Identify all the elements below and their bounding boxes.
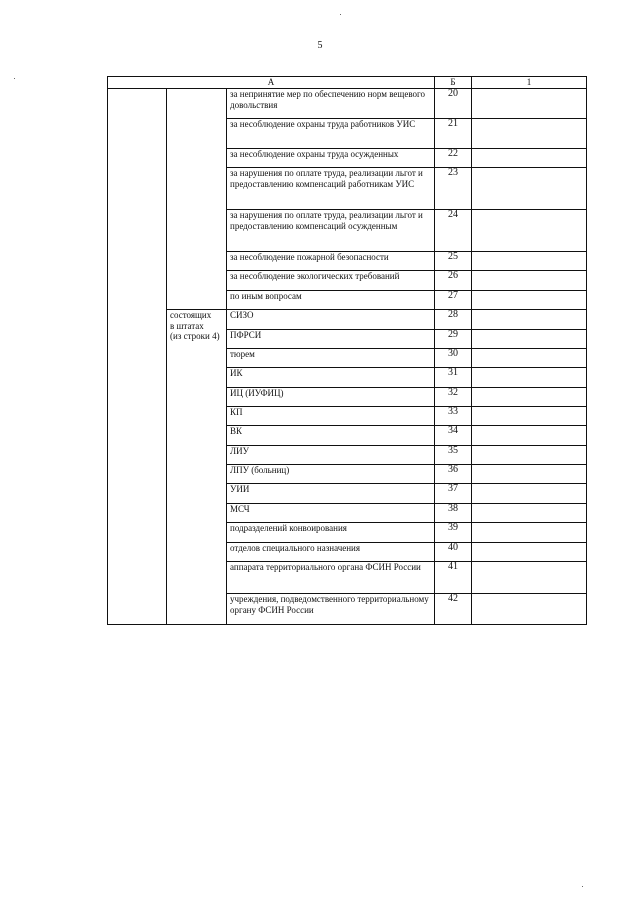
table-row — [108, 89, 587, 119]
value-cell[interactable] — [472, 168, 587, 210]
value-cell[interactable] — [472, 426, 587, 446]
row-code: 30 — [435, 349, 472, 368]
row-code: 36 — [435, 465, 472, 484]
row-label: ВК — [227, 426, 435, 446]
row-label: за нарушения по оплате труда, реализации льгот и предоставлению компенсаций осужденным — [227, 210, 435, 252]
row-label: УИИ — [227, 484, 435, 504]
value-cell[interactable] — [472, 291, 587, 310]
row-label: учреждения, подведомственного территориальному органу ФСИН России — [227, 594, 435, 625]
value-cell[interactable] — [472, 119, 587, 149]
value-cell[interactable] — [472, 210, 587, 252]
row-code: 24 — [435, 210, 472, 252]
row-label: за нарушения по оплате труда, реализации льгот и предоставлению компенсаций работникам УИС — [227, 168, 435, 210]
value-cell[interactable] — [472, 562, 587, 594]
row-code: 31 — [435, 368, 472, 388]
row-label: аппарата территориального органа ФСИН России — [227, 562, 435, 594]
row-label: ЛПУ (больниц) — [227, 465, 435, 484]
header-a: А — [108, 77, 435, 89]
header-row — [108, 77, 587, 89]
value-cell[interactable] — [472, 446, 587, 465]
page-number: 5 — [317, 40, 323, 51]
row-label: за несоблюдение экологических требований — [227, 271, 435, 291]
row-code: 34 — [435, 426, 472, 446]
row-code: 37 — [435, 484, 472, 504]
row-code: 28 — [435, 310, 472, 330]
outer-group-cell — [108, 89, 167, 625]
value-cell[interactable] — [472, 271, 587, 291]
row-code: 39 — [435, 523, 472, 543]
value-cell[interactable] — [472, 252, 587, 271]
scan-speck — [582, 886, 583, 887]
row-code: 41 — [435, 562, 472, 594]
value-cell[interactable] — [472, 89, 587, 119]
scan-speck — [14, 78, 15, 79]
row-label: СИЗО — [227, 310, 435, 330]
row-code: 27 — [435, 291, 472, 310]
inner-group-cell — [167, 89, 227, 310]
row-label: ПФРСИ — [227, 330, 435, 349]
value-cell[interactable] — [472, 310, 587, 330]
scan-speck — [340, 14, 341, 15]
row-label: подразделений конвоирования — [227, 523, 435, 543]
row-code: 32 — [435, 388, 472, 407]
table-row — [108, 310, 587, 330]
row-label: ИК — [227, 368, 435, 388]
row-label: тюрем — [227, 349, 435, 368]
row-code: 38 — [435, 504, 472, 523]
value-cell[interactable] — [472, 523, 587, 543]
row-label: за непринятие мер по обеспечению норм вещевого довольствия — [227, 89, 435, 119]
row-label: за несоблюдение пожарной безопасности — [227, 252, 435, 271]
row-label: по иным вопросам — [227, 291, 435, 310]
row-code: 25 — [435, 252, 472, 271]
group-label-staffed — [167, 310, 227, 625]
row-code: 35 — [435, 446, 472, 465]
value-cell[interactable] — [472, 465, 587, 484]
group-label-text: состоящих в штатах (из строки 4) — [170, 310, 220, 341]
row-code: 21 — [435, 119, 472, 149]
row-label: отделов специального назначения — [227, 543, 435, 562]
header-c: 1 — [472, 77, 587, 89]
value-cell[interactable] — [472, 349, 587, 368]
row-label: за несоблюдение охраны труда осужденных — [227, 149, 435, 168]
row-code: 26 — [435, 271, 472, 291]
row-code: 23 — [435, 168, 472, 210]
row-code: 20 — [435, 89, 472, 119]
value-cell[interactable] — [472, 407, 587, 426]
row-label: ИЦ (ИУФИЦ) — [227, 388, 435, 407]
row-label: ЛИУ — [227, 446, 435, 465]
value-cell[interactable] — [472, 388, 587, 407]
value-cell[interactable] — [472, 504, 587, 523]
row-label: МСЧ — [227, 504, 435, 523]
row-label: за несоблюдение охраны труда работников УИС — [227, 119, 435, 149]
row-code: 33 — [435, 407, 472, 426]
value-cell[interactable] — [472, 149, 587, 168]
row-code: 29 — [435, 330, 472, 349]
row-code: 42 — [435, 594, 472, 625]
row-code: 22 — [435, 149, 472, 168]
value-cell[interactable] — [472, 368, 587, 388]
header-b: Б — [435, 77, 472, 89]
value-cell[interactable] — [472, 594, 587, 625]
value-cell[interactable] — [472, 484, 587, 504]
row-label: КП — [227, 407, 435, 426]
report-table — [107, 76, 587, 625]
value-cell[interactable] — [472, 543, 587, 562]
value-cell[interactable] — [472, 330, 587, 349]
row-code: 40 — [435, 543, 472, 562]
